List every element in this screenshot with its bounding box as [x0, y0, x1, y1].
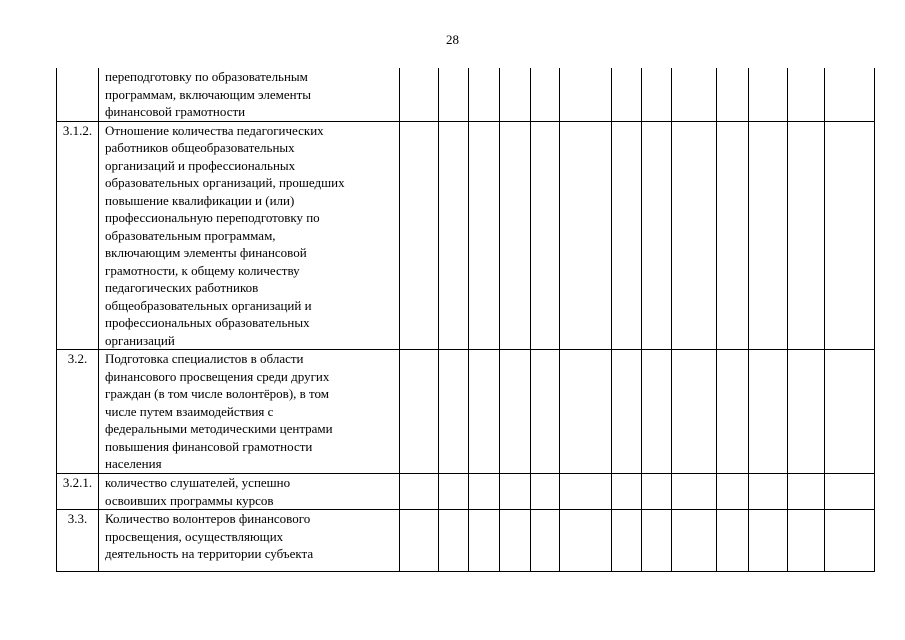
empty-cell	[717, 474, 749, 510]
empty-cell	[717, 350, 749, 474]
empty-cell	[469, 121, 500, 350]
description-line: образовательных организаций, прошедших	[105, 175, 345, 190]
empty-cell	[749, 350, 788, 474]
empty-cell	[439, 121, 469, 350]
description-line: Количество волонтеров финансового	[105, 511, 311, 526]
empty-cell	[672, 474, 717, 510]
description-line: финансового просвещения среди других	[105, 368, 330, 384]
empty-cell	[749, 510, 788, 572]
empty-cell	[642, 510, 672, 572]
empty-cell	[469, 350, 500, 474]
empty-cell	[560, 68, 612, 121]
empty-cell	[788, 474, 825, 510]
empty-cell	[500, 510, 531, 572]
row-number-cell: 3.3.	[57, 510, 99, 572]
empty-cell	[788, 68, 825, 121]
description-line: профессиональных образовательных	[105, 315, 310, 330]
empty-cell	[400, 350, 439, 474]
description-line: педагогических работников	[105, 280, 259, 295]
empty-cell	[749, 121, 788, 350]
empty-cell	[788, 510, 825, 572]
empty-cell	[400, 510, 439, 572]
row-number-cell: 3.2.1.	[57, 474, 99, 510]
description-line: освоивших программы курсов	[105, 492, 274, 508]
row-description-cell	[99, 68, 400, 121]
description-line: организаций	[105, 332, 175, 348]
empty-cell	[439, 68, 469, 121]
empty-cell	[439, 474, 469, 510]
empty-cell	[560, 474, 612, 510]
empty-cell	[825, 68, 875, 121]
description-line: организаций и профессиональных	[105, 157, 296, 173]
description-line: общеобразовательных организаций и	[105, 297, 312, 313]
empty-cell	[469, 510, 500, 572]
empty-cell	[500, 121, 531, 350]
empty-cell	[825, 121, 875, 350]
empty-cell	[788, 121, 825, 350]
empty-cell	[642, 121, 672, 350]
empty-cell	[612, 510, 642, 572]
description-line: грамотности, к общему количеству	[105, 262, 300, 278]
empty-cell	[439, 350, 469, 474]
empty-cell	[672, 510, 717, 572]
empty-cell	[531, 121, 560, 350]
empty-cell	[612, 68, 642, 121]
empty-cell	[612, 474, 642, 510]
indicator-table	[56, 68, 875, 572]
empty-cell	[400, 68, 439, 121]
table-row	[57, 350, 875, 474]
table-row	[57, 68, 875, 121]
empty-cell	[825, 510, 875, 572]
empty-cell	[400, 474, 439, 510]
description-line: населения	[105, 456, 162, 471]
table-row	[57, 121, 875, 350]
description-line: деятельность на территории субъекта	[105, 546, 314, 561]
description-line: Отношение количества педагогических	[105, 122, 324, 138]
description-line: повышения финансовой грамотности	[105, 438, 313, 454]
empty-cell	[560, 510, 612, 572]
empty-cell	[469, 68, 500, 121]
row-description-cell	[99, 474, 400, 510]
description-line: повышение квалификации и (или)	[105, 192, 295, 208]
description-line: числе путем взаимодействия с	[105, 403, 274, 419]
empty-cell	[717, 68, 749, 121]
description-line: федеральными методическими центрами	[105, 421, 333, 436]
description-line: работников общеобразовательных	[105, 140, 295, 155]
empty-cell	[612, 350, 642, 474]
empty-cell	[717, 510, 749, 572]
empty-cell	[612, 121, 642, 350]
table-row	[57, 510, 875, 572]
indicator-table-wrapper	[56, 68, 875, 572]
empty-cell	[642, 350, 672, 474]
row-number-cell	[57, 68, 99, 121]
empty-cell	[749, 68, 788, 121]
empty-cell	[749, 474, 788, 510]
empty-cell	[642, 68, 672, 121]
description-line: финансовой грамотности	[105, 104, 246, 119]
empty-cell	[439, 510, 469, 572]
empty-cell	[531, 474, 560, 510]
description-line: включающим элементы финансовой	[105, 245, 307, 260]
empty-cell	[560, 350, 612, 474]
empty-cell	[469, 474, 500, 510]
row-description-cell	[99, 121, 400, 350]
description-line: просвещения, осуществляющих	[105, 528, 284, 544]
table-body	[57, 68, 875, 572]
empty-cell	[672, 121, 717, 350]
description-line: переподготовку по образовательным	[105, 69, 308, 84]
description-line: программам, включающим элементы	[105, 86, 312, 102]
empty-cell	[825, 350, 875, 474]
row-description-cell	[99, 350, 400, 474]
table-row	[57, 474, 875, 510]
description-line: образовательным программам,	[105, 227, 276, 243]
description-line: граждан (в том числе волонтёров), в том	[105, 386, 330, 401]
empty-cell	[531, 68, 560, 121]
empty-cell	[672, 68, 717, 121]
empty-cell	[500, 474, 531, 510]
empty-cell	[825, 474, 875, 510]
empty-cell	[400, 121, 439, 350]
empty-cell	[531, 510, 560, 572]
empty-cell	[531, 350, 560, 474]
description-line: Подготовка специалистов в области	[105, 351, 304, 366]
row-description-cell	[99, 510, 400, 572]
empty-cell	[500, 68, 531, 121]
empty-cell	[560, 121, 612, 350]
empty-cell	[642, 474, 672, 510]
row-number-cell: 3.2.	[57, 350, 99, 474]
empty-cell	[672, 350, 717, 474]
empty-cell	[788, 350, 825, 474]
page-number: 28	[446, 32, 459, 47]
description-line: профессиональную переподготовку по	[105, 210, 320, 225]
row-number-cell: 3.1.2.	[57, 121, 99, 350]
empty-cell	[717, 121, 749, 350]
description-line: количество слушателей, успешно	[105, 475, 291, 490]
empty-cell	[500, 350, 531, 474]
